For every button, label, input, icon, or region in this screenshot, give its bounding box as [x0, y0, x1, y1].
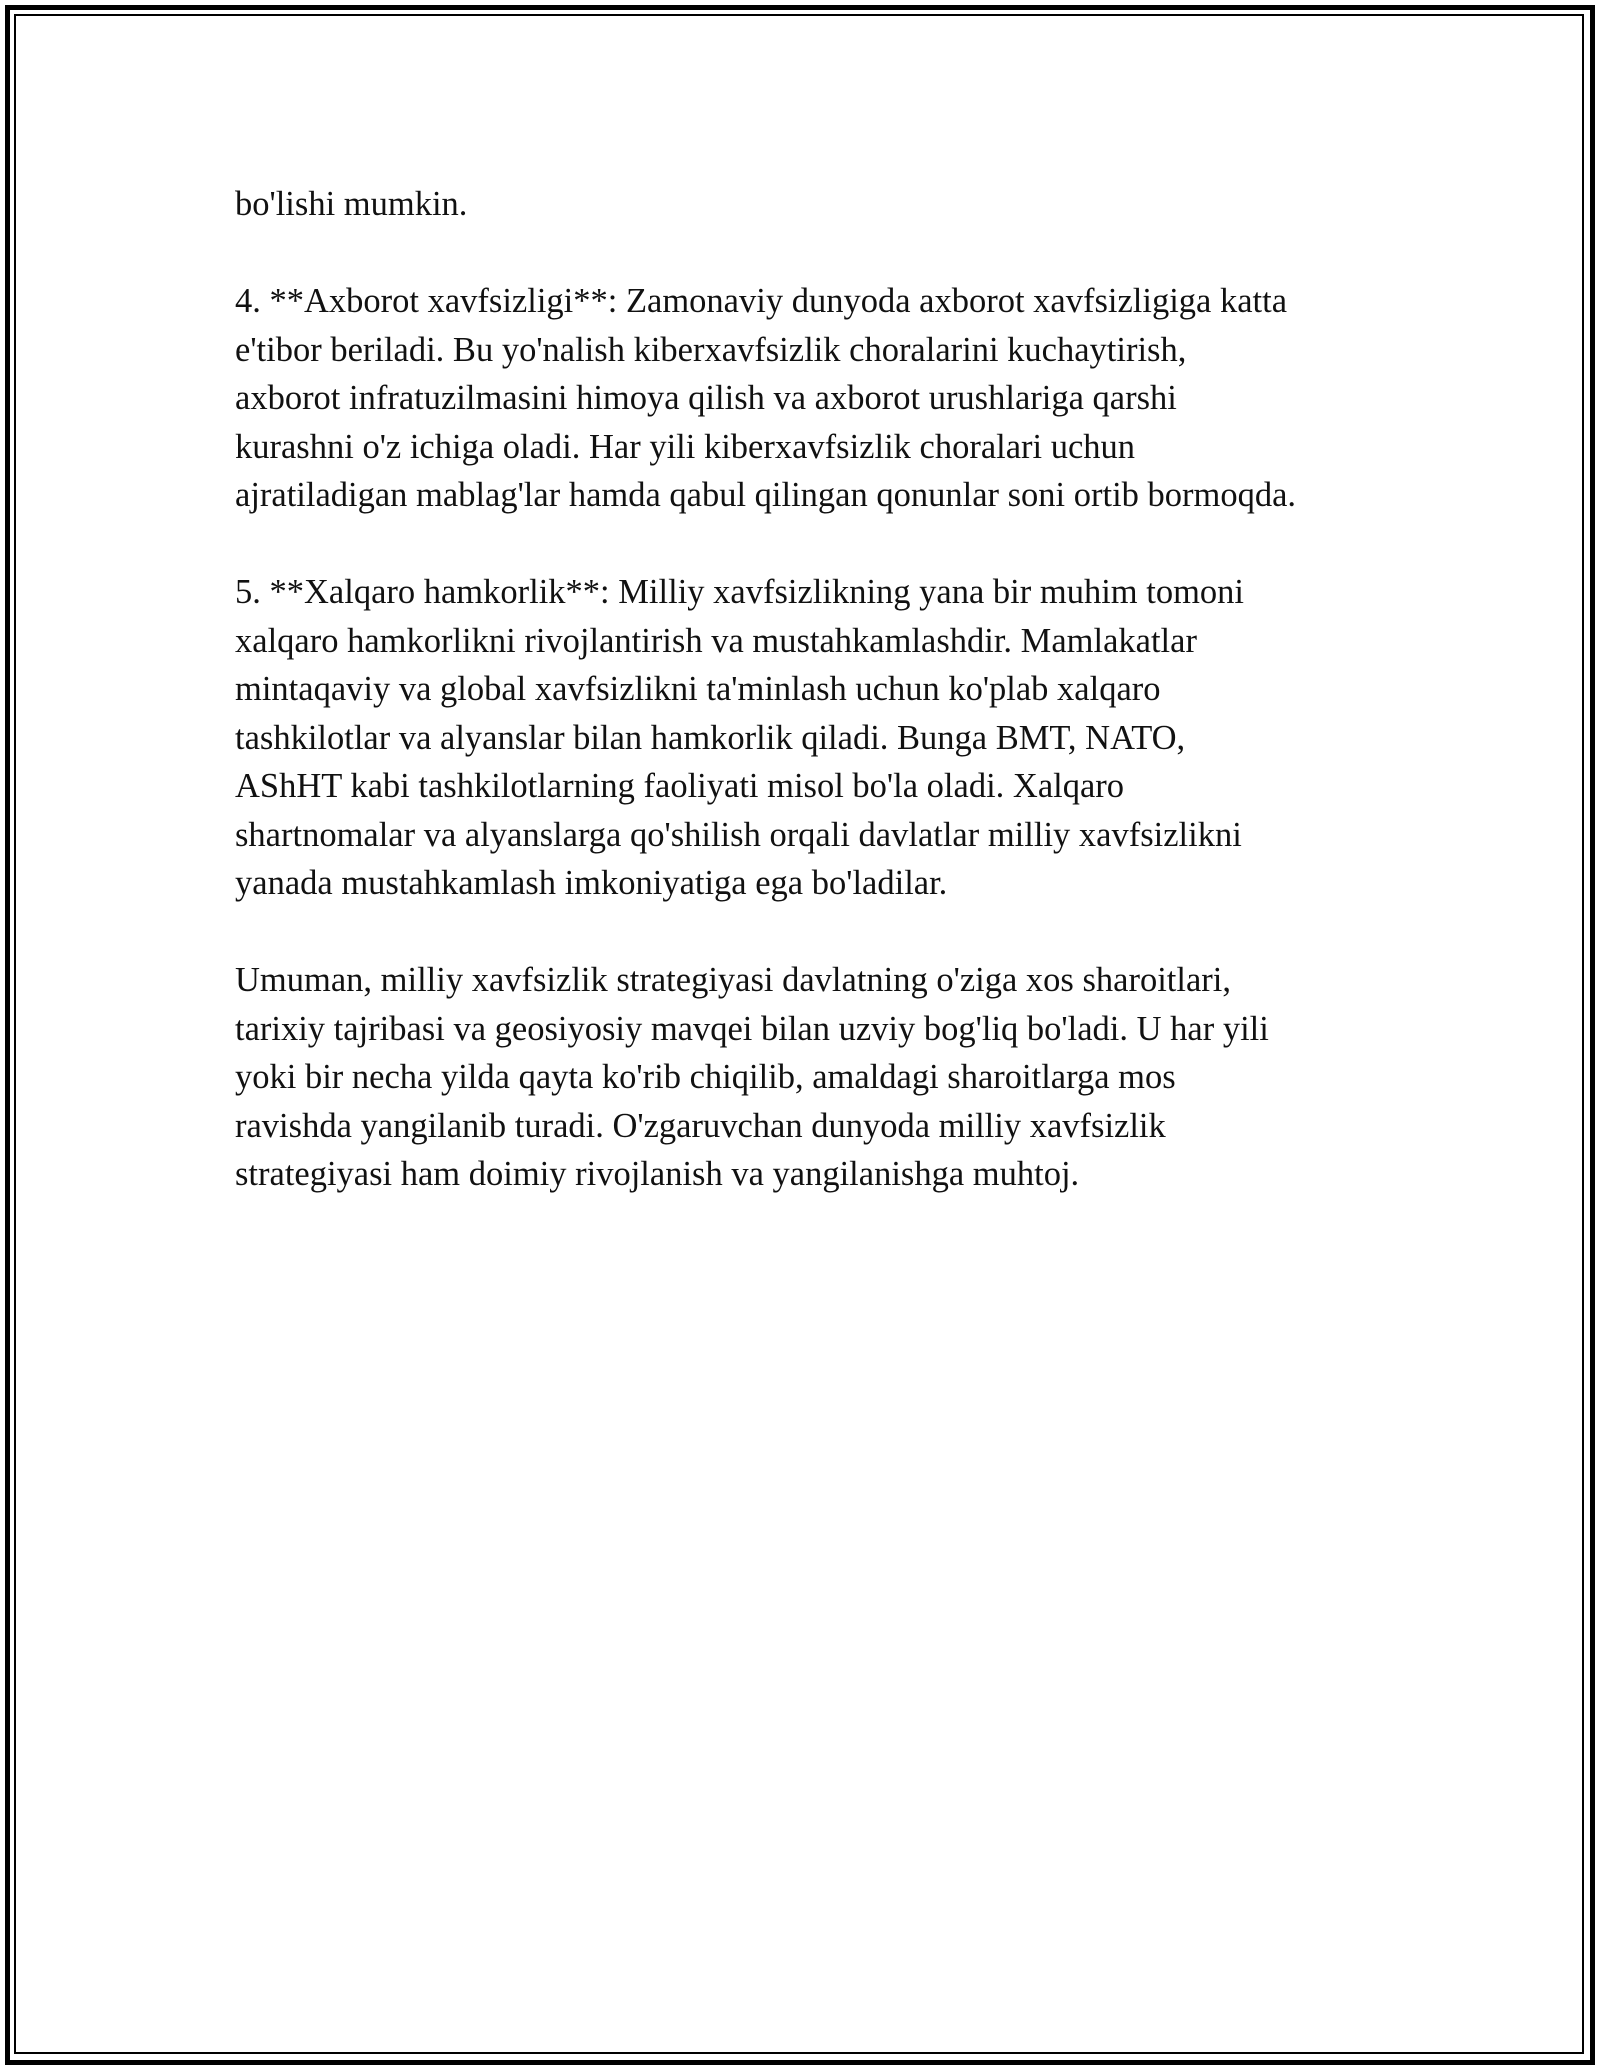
paragraph-conclusion: Umuman, milliy xavfsizlik strategiyasi davlatning o'ziga xos sharoitlari, tarixiy tajribasi va geosiyosiy mavqei bilan uzviy bog'liq bo'ladi. U har yili yoki bir necha yilda qayta ko'rib chiqilib, amaldagi sharoitlarga mos ravishda yangilanib turadi. O'zgaruvchan dunyoda milliy xavfsizlik strategiyasi ham doimiy rivojlanish va yangilanishga muhtoj. — [235, 961, 1269, 1193]
paragraph-international-cooperation: 5. **Xalqaro hamkorlik**: Milliy xavfsizlikning yana bir muhim tomoni xalqaro hamkorlikni rivojlantirish va mustahkamlashdir. Mamlakatlar mintaqaviy va global xavfsizlikni ta'minlash uchun ko'plab xalqaro tashkilotlar va alyanslar bilan hamkorlik qiladi. Bunga BMT, NATO, AShHT kabi tashkilotlarning faoliyati misol bo'la oladi. Xalqaro shartnomalar va alyanslarga qo'shilish orqali davlatlar milliy xavfsizlikni yanada mustahkamlash imkoniyatiga ega bo'ladilar. — [235, 573, 1244, 902]
paragraph-information-security: 4. **Axborot xavfsizligi**: Zamonaviy dunyoda axborot xavfsizligiga katta e'tibor beriladi. Bu yo'nalish kiberxavfsizlik choralarini kuchaytirish, axborot infratuzilmasini himoya qilish va axborot urushlariga qarshi kurashni o'z ichiga oladi. Har yili kiberxavfsizlik choralari uchun ajratiladigan mablag'lar hamda qabul qilingan qonunlar soni ortib bormoqda. — [235, 282, 1297, 514]
paragraph-continuation: bo'lishi mumkin. — [235, 185, 468, 223]
document-body — [235, 180, 1375, 1247]
